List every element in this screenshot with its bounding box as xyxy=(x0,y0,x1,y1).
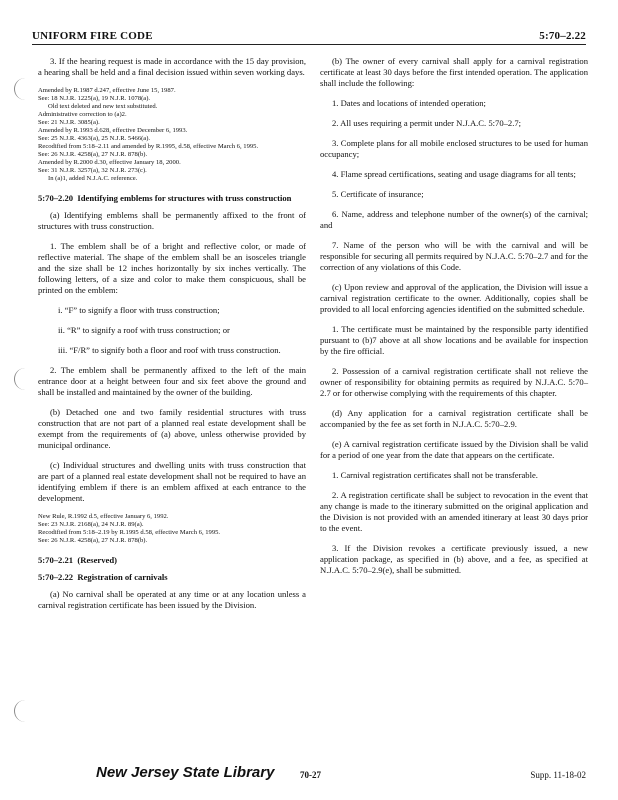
binder-hole-mark xyxy=(14,368,27,390)
history-line: Old text deleted and new text substituted. xyxy=(48,103,158,110)
running-header-title: UNIFORM FIRE CODE xyxy=(32,30,153,42)
binder-hole-mark xyxy=(14,700,27,722)
section-heading-2-20 xyxy=(38,193,306,204)
history-line: See: 31 N.J.R. 3257(a), 32 N.J.R. 273(c). xyxy=(38,167,147,174)
paragraph-c: (c) Individual structures and dwelling units with truss construction that are part of a planned real estate development shall not be required to have an identifying emblem if there is an emblem affixed at each entrance to the development. xyxy=(38,460,306,503)
history-line: New Rule, R.1992 d.5, effective January 6, 1992. xyxy=(38,513,169,520)
history-line: See: 26 N.J.R. 4258(a), 27 N.J.R. 878(b). xyxy=(38,151,148,158)
page-number: 70-27 xyxy=(300,770,321,780)
section-number: 5:70–2.21 xyxy=(38,555,74,565)
paragraph-a1-i: i. “F” to signify a floor with truss construction; xyxy=(58,305,220,315)
library-watermark: New Jersey State Library xyxy=(96,764,275,781)
history-line: See: 18 N.J.R. 1225(a), 19 N.J.R. 1078(a). xyxy=(38,95,151,102)
paragraph-e1: 1. Carnival registration certificates shall not be transferable. xyxy=(332,470,538,480)
history-note-1 xyxy=(38,87,306,183)
paragraph-a1: 1. The emblem shall be of a bright and reflective color, or made of reflective material. The shape of the emblem shall be an isosceles triangle and the size shall be 12 inches horizontally by six inches vertically. The following letters, of a size and color to make them conspicuous, shall be printed on the emblem: xyxy=(38,241,306,295)
section-heading-2-21 xyxy=(38,555,306,566)
paragraph-b7: 7. Name of the person who will be with the carnival and will be responsible for securing all permits required by N.J.A.C. 5:70–2.7 and for the correction of any violations of this Code. xyxy=(320,240,588,272)
history-line: Amended by R.1993 d.628, effective December 6, 1993. xyxy=(38,127,188,134)
paragraph-e3: 3. If the Division revokes a certificate previously issued, a new application package, as specified in (b) above, and a fee, as specified at N.J.A.C. 5:70–2.9(e), shall be submitted. xyxy=(320,543,588,575)
paragraph-b: (b) The owner of every carnival shall apply for a carnival registration certificate at least 30 days before the first intended operation. The application shall include the following: xyxy=(320,56,588,88)
paragraph-b4: 4. Flame spread certifications, seating and usage diagrams for all tents; xyxy=(332,169,576,179)
history-line: Recodified from 5:18–2.19 by R.1995 d.58, effective March 6, 1995. xyxy=(38,529,221,536)
paragraph-2-22-a: (a) No carnival shall be operated at any time or at any location unless a carnival registration certificate has been issued by the Division. xyxy=(38,589,306,610)
paragraph-b5: 5. Certificate of insurance; xyxy=(332,189,424,199)
section-number: 5:70–2.20 xyxy=(38,193,74,203)
section-number: 5:70–2.22 xyxy=(38,572,74,582)
history-note-2 xyxy=(38,513,306,545)
binder-hole-mark xyxy=(14,78,27,100)
history-line: In (a)1, added N.J.A.C. reference. xyxy=(48,175,138,182)
history-line: Recodified from 5:18–2.11 and amended by R.1995, d.58, effective March 6, 1995. xyxy=(38,143,259,150)
paragraph-a1-ii: ii. “R” to signify a roof with truss construction; or xyxy=(58,325,230,335)
history-line: Administrative correction to (a)2. xyxy=(38,111,127,118)
paragraph-b6: 6. Name, address and telephone number of the owner(s) of the carnival; and xyxy=(320,209,588,230)
supplement-date: Supp. 11-18-02 xyxy=(530,770,586,780)
history-line: Amended by R.1987 d.247, effective June 15, 1987. xyxy=(38,87,176,94)
paragraph-e: (e) A carnival registration certificate issued by the Division shall be valid for a period of one year from the date that appears on the certificate. xyxy=(320,439,588,460)
running-header-section: 5:70–2.22 xyxy=(539,30,586,42)
history-line: See: 25 N.J.R. 4363(a), 25 N.J.R. 5466(a). xyxy=(38,135,151,142)
section-title: (Reserved) xyxy=(77,555,117,565)
header-rule xyxy=(32,44,586,45)
paragraph-e2: 2. A registration certificate shall be subject to revocation in the event that any change is made to the itinerary submitted on the original application and the Division is not provided with an amended itinerary at least 30 days prior to the event. xyxy=(320,490,588,533)
section-heading-2-22 xyxy=(38,572,306,583)
history-line: Amended by R.2000 d.30, effective January 18, 2000. xyxy=(38,159,181,166)
paragraph-b: (b) Detached one and two family residential structures with truss construction that are not part of a planned real estate development shall be exempt from the requirements of (a) above, unless otherwise provided by municipal ordinance. xyxy=(38,407,306,450)
history-line: See: 21 N.J.R. 3085(a). xyxy=(38,119,100,126)
paragraph-a: (a) Identifying emblems shall be permanently affixed to the front of structures with truss construction. xyxy=(38,210,306,231)
paragraph-a1-iii: iii. “F/R” to signify both a floor and roof with truss construction. xyxy=(58,345,281,355)
section-title: Registration of carnivals xyxy=(77,572,168,582)
paragraph-b3: 3. Complete plans for all mobile enclosed structures to be used for human occupancy; xyxy=(320,138,588,159)
paragraph-b2: 2. All uses requiring a permit under N.J.A.C. 5:70–2.7; xyxy=(332,118,522,128)
paragraph-c: (c) Upon review and approval of the application, the Division will issue a carnival registration certificate to the owner. Additionally, copies shall be provided to all local enforcing agencies identified on the submitted schedule. xyxy=(320,282,588,314)
right-column xyxy=(320,56,588,585)
paragraph-b1: 1. Dates and locations of intended operation; xyxy=(332,98,486,108)
paragraph-a2: 2. The emblem shall be permanently affixed to the left of the main entrance door at a height between four and six feet above the ground and shall be installed and maintained by the owner of the building. xyxy=(38,365,306,397)
paragraph-hearing: 3. If the hearing request is made in accordance with the 15 day provision, a hearing shall be held and a final decision issued within seven working days. xyxy=(38,56,306,77)
paragraph-c2: 2. Possession of a carnival registration certificate shall not relieve the owner of responsibility for obtaining permits as required by N.J.A.C. 5:70–2.7 or for otherwise complying with the requirements of this chapter. xyxy=(320,366,588,398)
left-column xyxy=(38,56,306,620)
section-title: Identifying emblems for structures with truss construction xyxy=(77,193,292,203)
history-line: See: 26 N.J.R. 4258(a), 27 N.J.R. 878(b). xyxy=(38,537,148,544)
paragraph-d: (d) Any application for a carnival registration certificate shall be accompanied by the fee as set forth in N.J.A.C. 5:70–2.9. xyxy=(320,408,588,429)
history-line: See: 23 N.J.R. 2168(a), 24 N.J.R. 89(a). xyxy=(38,521,144,528)
paragraph-c1: 1. The certificate must be maintained by the responsible party identified pursuant to (b)7 above at all show locations and be available for inspection by the fire official. xyxy=(320,324,588,356)
